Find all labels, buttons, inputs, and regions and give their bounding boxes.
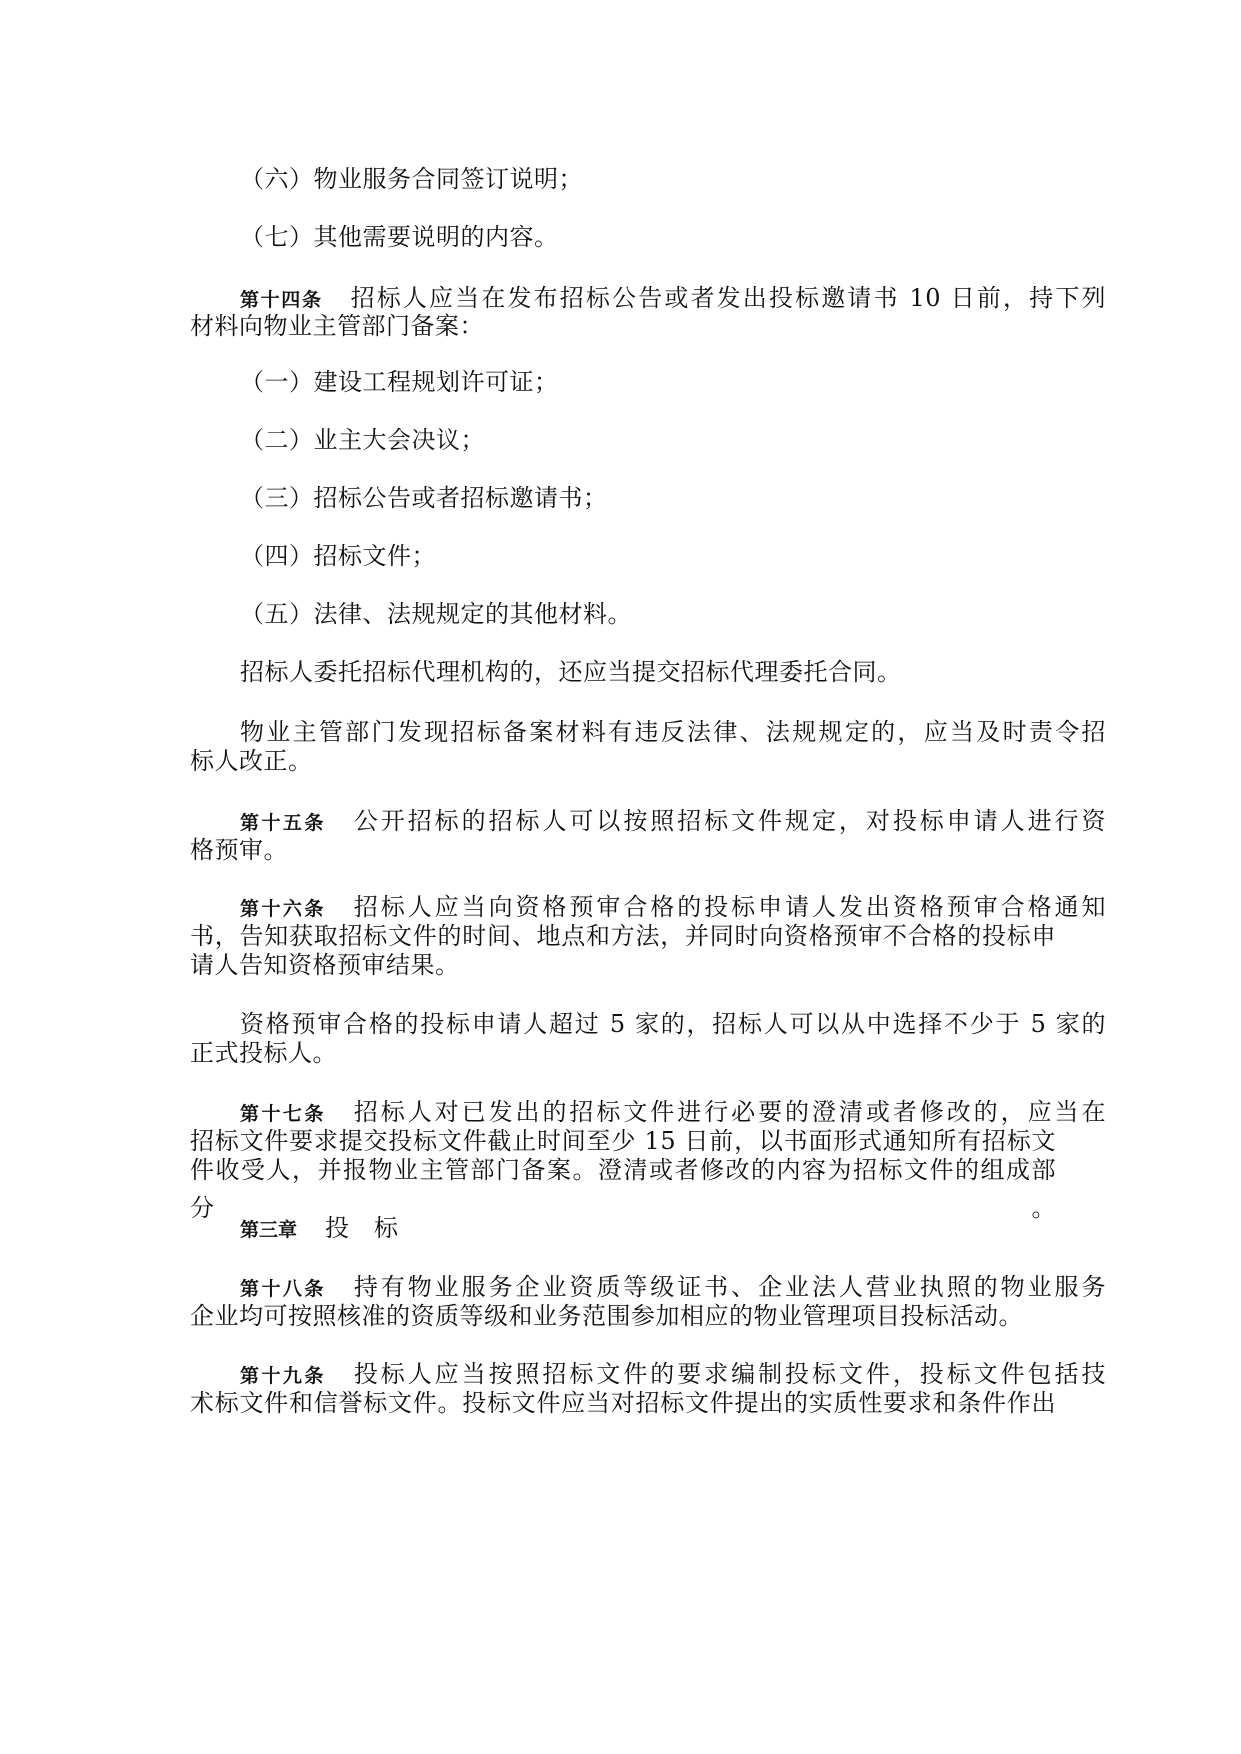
article-18-label: 第十八条 [240,1278,326,1300]
article-17-label: 第十七条 [240,1103,326,1125]
material-item-2: （二）业主大会决议； [240,426,485,454]
article-16-line-3: 请人告知资格预审结果。 [190,951,460,979]
article-19-label: 第十九条 [240,1365,326,1387]
chapter-3-label: 第三章 [240,1219,298,1241]
article-19-line-2: 术标文件和信誉标文件。投标文件应当对招标文件提出的实质性要求和条件作出 [190,1389,1056,1417]
article-14-line-2: 材料向物业主管部门备案： [190,312,484,340]
article-16-text: 招标人应当向资格预审合格的投标申请人发出资格预审合格通知 [353,893,1106,921]
article-14-text: 招标人应当在发布招标公告或者发出投标邀请书 10 日前，持下列 [350,284,1106,312]
chapter-3-heading [190,1209,1106,1249]
paragraph-prequalified-line-2: 正式投标人。 [190,1039,337,1067]
article-16-label: 第十六条 [240,898,326,920]
chapter-3-title: 投 标 [325,1214,399,1242]
material-item-3: （三）招标公告或者招标邀请书； [240,484,608,512]
article-15-text: 公开招标的招标人可以按照招标文件规定，对投标申请人进行资 [353,807,1106,835]
article-17-line-2: 招标文件要求提交投标文件截止时间至少 15 日前，以书面形式通知所有招标文 [190,1127,1056,1155]
paragraph-correction-line-2: 标人改正。 [190,747,313,775]
paragraph-correction-line-1: 物业主管部门发现招标备案材料有违反法律、法规规定的，应当及时责令招 [240,718,1106,746]
article-17-text: 招标人对已发出的招标文件进行必要的澄清或者修改的，应当在 [353,1098,1106,1126]
article-14-label: 第十四条 [240,289,323,311]
article-17-line-3: 件收受人，并报物业主管部门备案。澄清或者修改的内容为招标文件的组成部分。 [190,1156,1056,1222]
article-19-text: 投标人应当按照招标文件的要求编制投标文件，投标文件包括技 [353,1360,1106,1388]
article-15-line-2: 格预审。 [190,836,288,864]
material-item-4: （四）招标文件； [240,542,436,570]
material-item-1: （一）建设工程规划许可证； [240,368,559,396]
paragraph-prequalified-line-1: 资格预审合格的投标申请人超过 5 家的，招标人可以从中选择不少于 5 家的 [240,1010,1106,1038]
article-18-text: 持有物业服务企业资质等级证书、企业法人营业执照的物业服务 [353,1273,1106,1301]
item-six: （六）物业服务合同签订说明； [240,165,583,193]
article-15-label: 第十五条 [240,812,326,834]
paragraph-agency-contract: 招标人委托招标代理机构的，还应当提交招标代理委托合同。 [240,658,902,686]
material-item-5: （五）法律、法规规定的其他材料。 [240,600,632,628]
article-16-line-2: 书，告知获取招标文件的时间、地点和方法，并同时向资格预审不合格的投标申 [190,922,1056,950]
item-seven: （七）其他需要说明的内容。 [240,223,559,251]
article-18-line-2: 企业均可按照核准的资质等级和业务范围参加相应的物业管理项目投标活动。 [190,1302,1023,1330]
